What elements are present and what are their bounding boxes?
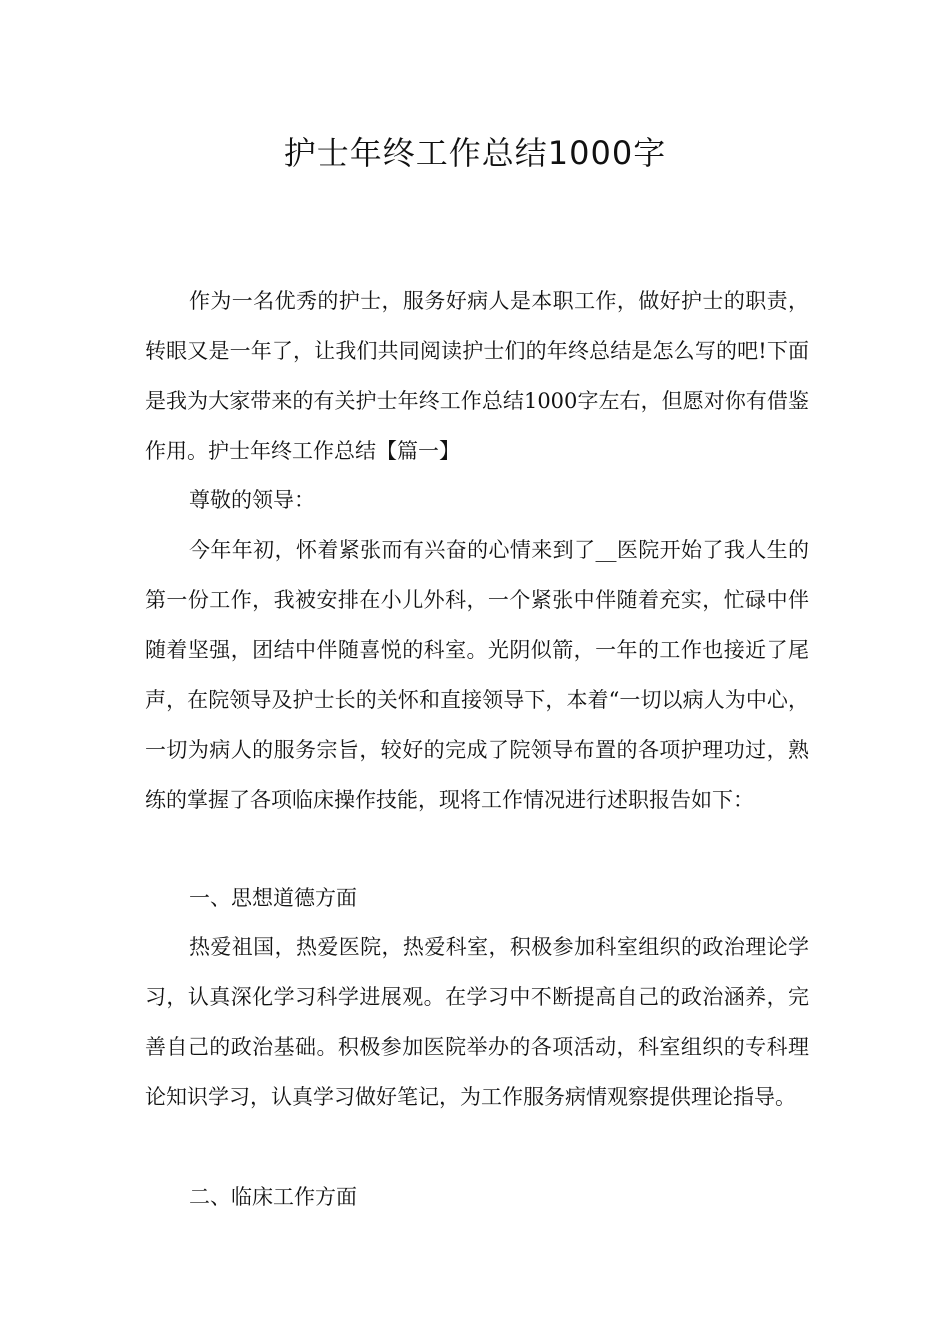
body-paragraph-2: 热爱祖国，热爱医院，热爱科室，积极参加科室组织的政治理论学习，认真深化学习科学进展观。在学习中不断提高自己的政治涵养，完善自己的政治基础。积极参加医院举办的各项活动，科室组织的专科理论知识学习，认真学习做好笔记，为工作服务病情观察提供理论指导。: [145, 935, 809, 1109]
salutation-paragraph: 尊敬的领导：: [189, 488, 315, 512]
document-title: 护士年终工作总结1000字: [283, 134, 667, 172]
section-heading-2: 二、临床工作方面: [189, 1185, 357, 1209]
intro-paragraph: 作为一名优秀的护士，服务好病人是本职工作，做好护士的职责，转眼又是一年了，让我们共同阅读护士们的年终总结是怎么写的吧!下面是我为大家带来的有关护士年终工作总结1000字左右，但愿对你有借鉴作用。护士年终工作总结【篇一】: [145, 289, 809, 463]
section-heading-1: 一、思想道德方面: [189, 886, 357, 910]
body-paragraph-1: 今年年初，怀着紧张而有兴奋的心情来到了__医院开始了我人生的第一份工作，我被安排在小儿外科，一个紧张中伴随着充实，忙碌中伴随着坚强，团结中伴随喜悦的科室。光阴似箭，一年的工作也接近了尾声，在院领导及护士长的关怀和直接领导下，本着“一切以病人为中心，一切为病人的服务宗旨，较好的完成了院领导布置的各项护理功过，熟练的掌握了各项临床操作技能，现将工作情况进行述职报告如下：: [145, 538, 809, 812]
